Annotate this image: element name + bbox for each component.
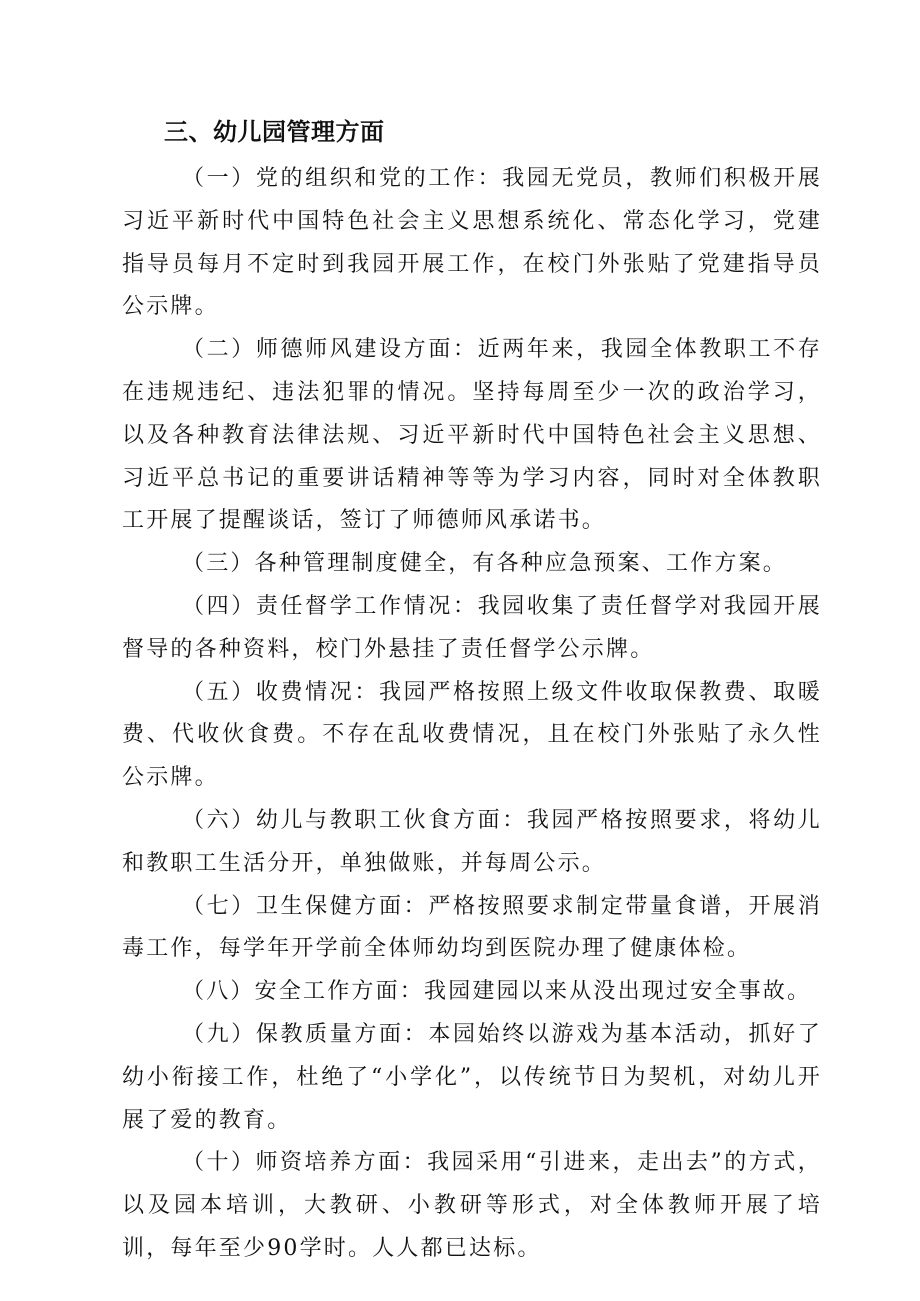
paragraph-management-system: （三）各种管理制度健全，有各种应急预案、工作方案。 xyxy=(182,551,788,577)
paragraph-safety: （八）安全工作方面：我园建园以来从没出现过安全事故。 xyxy=(182,979,812,1005)
document-body xyxy=(122,158,822,1271)
paragraph-health: （七）卫生保健方面：严格按照要求制定带量食谱，开展消毒工作，每学年开学前全体师幼均到医院办理了健康体检。 xyxy=(122,893,822,962)
paragraph-teacher-ethics: （二）师德师风建设方面：近两年来，我园全体教职工不存在违规违纪、违法犯罪的情况。坚持每周至少一次的政治学习，以及各种教育法律法规、习近平新时代中国特色社会主义思想、习近平总书记的重要讲话精神等等为学习内容，同时对全体教职工开展了提醒谈话，签订了师德师风承诺书。 xyxy=(122,337,822,534)
paragraph-teacher-training: （十）师资培养方面：我园采用“引进来，走出去”的方式，以及园本培训，大教研、小教研等形式，对全体教师开展了培训，每年至少90学时。人人都已达标。 xyxy=(122,1150,822,1261)
paragraph-meals: （六）幼儿与教职工伙食方面：我园严格按照要求，将幼儿和教职工生活分开，单独做账，并每周公示。 xyxy=(122,807,822,876)
paragraph-fees: （五）收费情况：我园严格按照上级文件收取保教费、取暖费、代收伙食费。不存在乱收费情况，且在校门外张贴了永久性公示牌。 xyxy=(122,679,822,791)
paragraph-party-work: （一）党的组织和党的工作：我园无党员，教师们积极开展习近平新时代中国特色社会主义思想系统化、常态化学习，党建指导员每月不定时到我园开展工作，在校门外张贴了党建指导员公示牌。 xyxy=(122,166,822,320)
paragraph-education-quality: （九）保教质量方面：本园始终以游戏为基本活动，抓好了幼小衔接工作，杜绝了“小学化”，以传统节日为契机，对幼儿开展了爱的教育。 xyxy=(122,1021,822,1133)
paragraph-supervision: （四）责任督学工作情况：我园收集了责任督学对我园开展督导的各种资料，校门外悬挂了责任督学公示牌。 xyxy=(122,593,822,662)
section-heading: 三、幼儿园管理方面 xyxy=(164,118,385,146)
